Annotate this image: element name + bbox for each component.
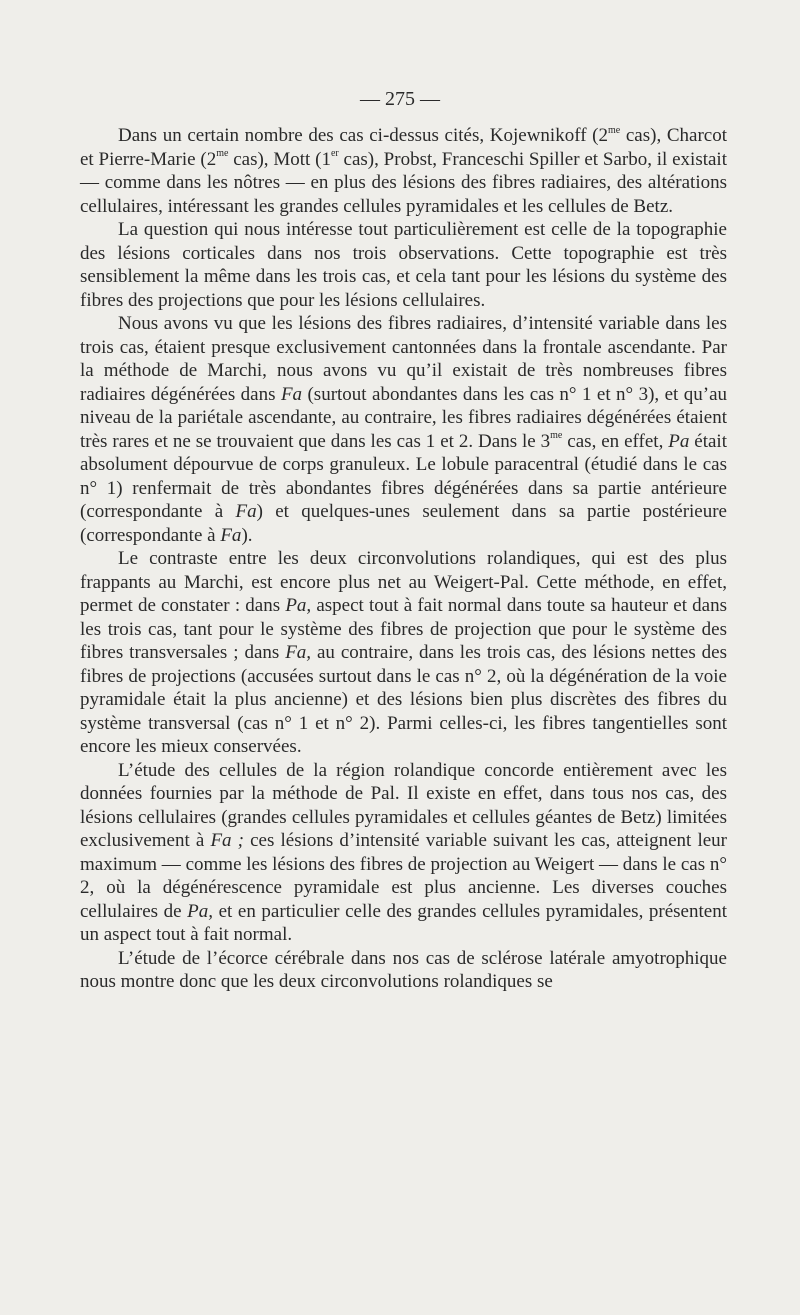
paragraph — [80, 124, 727, 218]
superscript: me — [608, 124, 621, 136]
body-text — [80, 124, 727, 994]
text-run: (surtout abondantes dans les cas n° 1 et n° 3), et qu’au niveau de la pariétale ascendante, au contraire, les fibres radiaires dégénérées étaient très rares et ne se trouvaient que dans les cas 1 et 2. Dans le 3 — [80, 383, 728, 452]
paragraph — [80, 312, 727, 547]
text-run: aspect tout à fait normal dans toute sa hauteur et dans les trois cas, tant pour le système des fibres de projection que pour le système des fibres transversales ; dans — [80, 595, 727, 663]
text-run: Le contraste entre les deux circonvolutions rolandiques, qui est des plus frappants au Marchi, est encore plus net au Weigert-Pal. Cette méthode, en effet, permet de constater : dans — [80, 548, 727, 616]
text-run: Dans un certain nombre des cas ci-dessus cités, Kojewnikoff (2 — [118, 125, 608, 146]
text-run: ) et quelques-unes seulement dans sa partie postérieure (correspondante à — [80, 501, 727, 546]
italic-text: Fa — [280, 383, 303, 405]
page-number: — 275 — — [360, 88, 440, 110]
italic-text: Fa, — [285, 642, 312, 663]
italic-text: Fa ; — [210, 830, 244, 851]
text-run: L’étude des cellules de la région rolandique concorde entièrement avec les données fournies par la méthode de Pal. Il existe en effet, dans tous nos cas, des lésions cellulaires (grandes cellules pyramidales et cellules géantes de Betz) limitées exclusivement à — [80, 759, 727, 851]
text-run: cas), Mott (1 — [228, 148, 331, 170]
text-run: cas), Probst, Franceschi Spiller et Sarbo, il existait — comme dans les nôtres — en plus des lésions des fibres radiaires, des altérations cellulaires, intéressant les grandes cellules pyramidales et les cellules de Betz. — [80, 148, 727, 217]
paragraph — [80, 759, 727, 947]
text-run: ). — [241, 524, 253, 546]
text-run: La question qui nous intéresse tout particulièrement est celle de la topographie des lésions corticales dans nos trois observations. Cette topographie est très sensiblement la même dans les trois cas, et cela tant pour les lésions du système des fibres des projections que pour les lésions cellulaires. — [80, 219, 727, 311]
italic-text: Pa — [668, 430, 690, 452]
italic-text: Pa, — [285, 595, 312, 616]
text-run: était absolument dépourvue de corps granuleux. Le lobule paracentral (étudié dans le cas n° 1) renfermait de très abondantes fibres dégénérées dans sa partie antérieure (correspondante à — [80, 430, 727, 522]
italic-text: Fa — [235, 501, 257, 522]
superscript: me — [550, 430, 563, 442]
text-run: Nous avons vu que les lésions des fibres radiaires, d’intensité variable dans les trois cas, étaient presque exclusivement cantonnées dans la frontale ascendante. Par la méthode de Marchi, nous avons vu qu’il existait de très nombreuses fibres radiaires dégénérées dans — [80, 313, 727, 405]
text-run: cas, en effet, — [562, 430, 669, 452]
text-run: L’étude de l’écorce cérébrale dans nos cas de sclérose latérale amyotrophique nous montre donc que les deux circonvolutions rolandiques se — [80, 947, 727, 992]
superscript: me — [216, 148, 229, 160]
superscript: er — [330, 148, 339, 160]
italic-text: Fa — [220, 524, 242, 546]
text-run: ces lésions d’intensité variable suivant les cas, atteignent leur maximum — comme les lésions des fibres de projection au Weigert — dans le cas n° 2, où la dégénérescence pyramidale est plus ancienne. Les diverses couches cellulaires de — [80, 830, 727, 922]
paragraph — [80, 947, 727, 994]
text-run: cas), Charcot et Pierre-Marie (2 — [80, 125, 727, 170]
paragraph — [80, 547, 727, 759]
text-run: et en particulier celle des grandes cellules pyramidales, présentent un aspect tout à fait normal. — [80, 900, 727, 945]
paragraph — [80, 218, 727, 312]
text-run: au contraire, dans les trois cas, des lésions nettes des fibres de projections (accusées surtout dans le cas n° 2, où la dégénération de la voie pyramidale était la plus ancienne) et des lésions bien plus discrètes des fibres du système transversal (cas n° 1 et n° 2). Parmi celles-ci, les fibres tangentielles sont encore les mieux conservées. — [80, 642, 727, 757]
italic-text: Pa, — [187, 900, 214, 922]
